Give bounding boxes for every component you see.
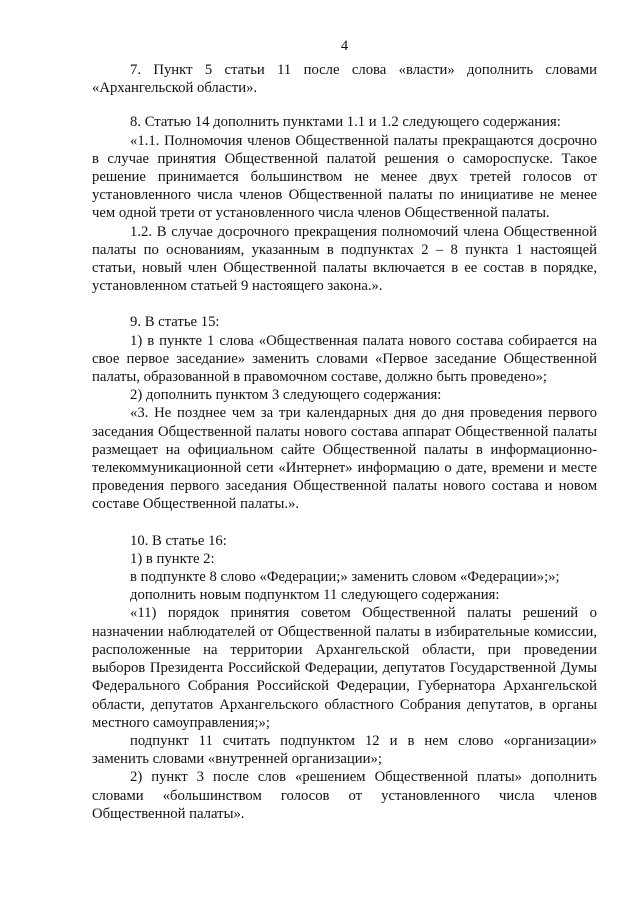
paragraph-item-8: 8. Статью 14 дополнить пунктами 1.1 и 1.2 следующего содержания: (130, 114, 561, 131)
paragraph-clause-1-2: 1.2. В случае досрочного прекращения полномочий члена Общественной палаты по основаниям, указанным в подпунктах 2 – 8 пункта 1 настоящей статьи, новый член Общественной палаты включается в ее состав в порядке, установленном статьей 9 настоящего закона.». (92, 223, 597, 295)
paragraph-item-10-sub-1: 1) в пункте 2: (130, 550, 215, 567)
paragraph-spacer (92, 295, 597, 313)
paragraph-add-subclause-11: дополнить новым подпунктом 11 следующего содержания: (130, 587, 500, 604)
paragraph-item-9-sub-1: 1) в пункте 1 слова «Общественная палата нового состава собирается на свое первое заседание» заменить словами «Первое заседание Общественной палаты, образованной в правомочном составе, должно быть проведено»; (92, 332, 597, 386)
paragraph-item-10: 10. В статье 16: (130, 532, 227, 549)
page-number: 4 (340, 38, 349, 54)
paragraph-clause-1-1: «1.1. Полномочия членов Общественной палаты прекращаются досрочно в случае принятия Общественной палатой решения о самороспуске. Такое решение принимается большинством не менее двух третей голосов от установленного числа членов Общественной палаты по инициативе не менее чем одной трети от установленного числа членов Общественной палаты. (92, 132, 597, 222)
paragraph-subclause-8: в подпункте 8 слово «Федерации;» заменить словом «Федерации»;»; (130, 569, 560, 586)
paragraph-subclause-11: «11) порядок принятия советом Общественной палаты решений о назначении наблюдателей от Общественной палаты в избирательные комиссии, расположенные на территории Архангельской области, при проведении выборов Президента Российской Федерации, депутатов Государственной Думы Федерального Собрания Российской Федерации, Губернатора Архангельской области, депутатов Архангельского областного Собрания депутатов, в органы местного самоуправления;»; (92, 605, 597, 731)
paragraph-item-9-sub-2: 2) дополнить пунктом 3 следующего содержания: (130, 387, 442, 404)
paragraph-renumber-subclause: подпункт 11 считать подпунктом 12 и в нем слово «организации» заменить словами «внутренней организации»; (92, 732, 597, 768)
paragraph-spacer (92, 514, 597, 532)
paragraph-spacer (92, 97, 597, 113)
paragraph-item-9: 9. В статье 15: (130, 314, 220, 331)
paragraph-item-7: 7. Пункт 5 статьи 11 после слова «власти» дополнить словами «Архангельской области». (92, 62, 597, 97)
paragraph-clause-3: «3. Не позднее чем за три календарных дня до дня проведения первого заседания Общественной палаты нового состава аппарат Общественной палаты размещает на официальном сайте Общественной палаты в информационно-телекоммуникационной сети «Интернет» информацию о дате, времени и месте проведения первого заседания Общественной палаты нового состава и новом составе Общественной палаты.». (92, 405, 597, 513)
document-body (92, 61, 597, 823)
paragraph-item-10-sub-2: 2) пункт 3 после слов «решением Общественной платы» дополнить словами «большинством голосов от установленного числа членов Общественной палаты». (92, 769, 597, 822)
